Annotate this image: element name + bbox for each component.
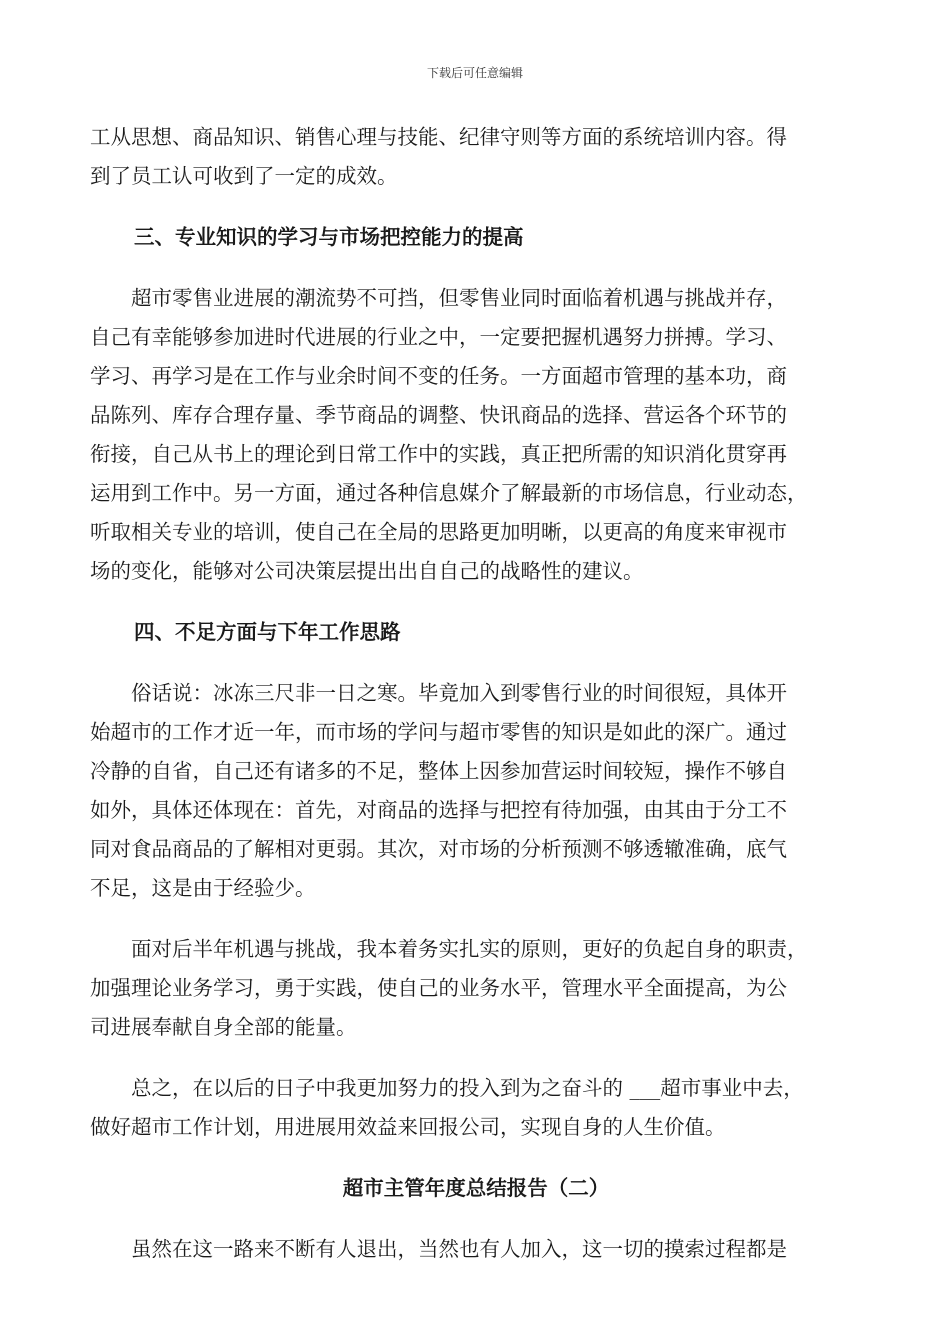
paragraph-conclusion (90, 1069, 862, 1147)
text-line: 学习、再学习是在工作与业余时间不变的任务。一方面超市管理的基本功，商 (90, 364, 787, 388)
document-body (90, 118, 862, 1269)
paragraph-report-2-intro (90, 1230, 862, 1269)
text-line: 不足，这是由于经验少。 (90, 876, 316, 900)
text-line: 司进展奉献自身全部的能量。 (90, 1015, 357, 1039)
text-line: 始超市的工作才近一年，而市场的学问与超市零售的知识是如此的深广。通过 (90, 720, 787, 744)
text-line: 工从思想、商品知识、销售心理与技能、纪律守则等方面的系统培训内容。得 (90, 125, 787, 149)
report-title-2: 超市主管年度总结报告（二） (342, 1176, 610, 1200)
section-heading-4: 四、不足方面与下年工作思路 (134, 620, 401, 644)
text-line: 面对后半年机遇与挑战，我本着务实扎实的原则，更好的负起自身的职责， (90, 937, 808, 961)
text-line: 超市零售业进展的潮流势不可挡，但零售业同时面临着机遇与挑战并存， (90, 286, 787, 310)
text-line: 冷静的自省，自己还有诸多的不足，整体上因参加营运时间较短，操作不够自 (90, 759, 787, 783)
paragraph-shortcomings (90, 674, 862, 908)
text-line: 如外，具体还体现在：首先，对商品的选择与把控有待加强，由其由于分工不 (90, 798, 787, 822)
text-line: 虽然在这一路来不断有人退出，当然也有人加入，这一切的摸索过程都是 (90, 1237, 787, 1261)
text-line: 运用到工作中。另一方面，通过各种信息媒介了解最新的市场信息，行业动态， (90, 481, 808, 505)
text-line: 到了员工认可收到了一定的成效。 (90, 164, 398, 188)
text-line: 同对食品商品的了解相对更弱。其次，对市场的分析预测不够透辙准确，底气 (90, 837, 787, 861)
paragraph-training (90, 118, 862, 196)
text-line: 品陈列、库存合理存量、季节商品的调整、快讯商品的选择、营运各个环节的 (90, 403, 787, 427)
text-line: 加强理论业务学习，勇于实践，使自己的业务水平，管理水平全面提高，为公 (90, 976, 787, 1000)
text-line: 俗话说：冰冻三尺非一日之寒。毕竟加入到零售行业的时间很短，具体开 (90, 681, 787, 705)
text-line: 自己有幸能够参加进时代进展的行业之中，一定要把握机遇努力拼搏。学习、 (90, 325, 787, 349)
header-note: 下载后可任意编辑 (426, 66, 523, 80)
text-line: 做好超市工作计划，用进展用效益来回报公司，实现自身的人生价值。 (90, 1115, 726, 1139)
section-heading-3: 三、专业知识的学习与市场把控能力的提高 (134, 225, 524, 249)
text-line: 场的变化，能够对公司决策层提出出自自己的战略性的建议。 (90, 559, 644, 583)
paragraph-professional-knowledge (90, 279, 862, 591)
paragraph-second-half-plan (90, 930, 862, 1047)
text-line: 听取相关专业的培训，使自己在全局的思路更加明晰，以更高的角度来审视市 (90, 520, 787, 544)
text-line: 总之，在以后的日子中我更加努力的投入到为之奋斗的 ___超市事业中去， (90, 1076, 804, 1100)
text-line: 衔接，自己从书上的理论到日常工作中的实践，真正把所需的知识消化贯穿再 (90, 442, 787, 466)
